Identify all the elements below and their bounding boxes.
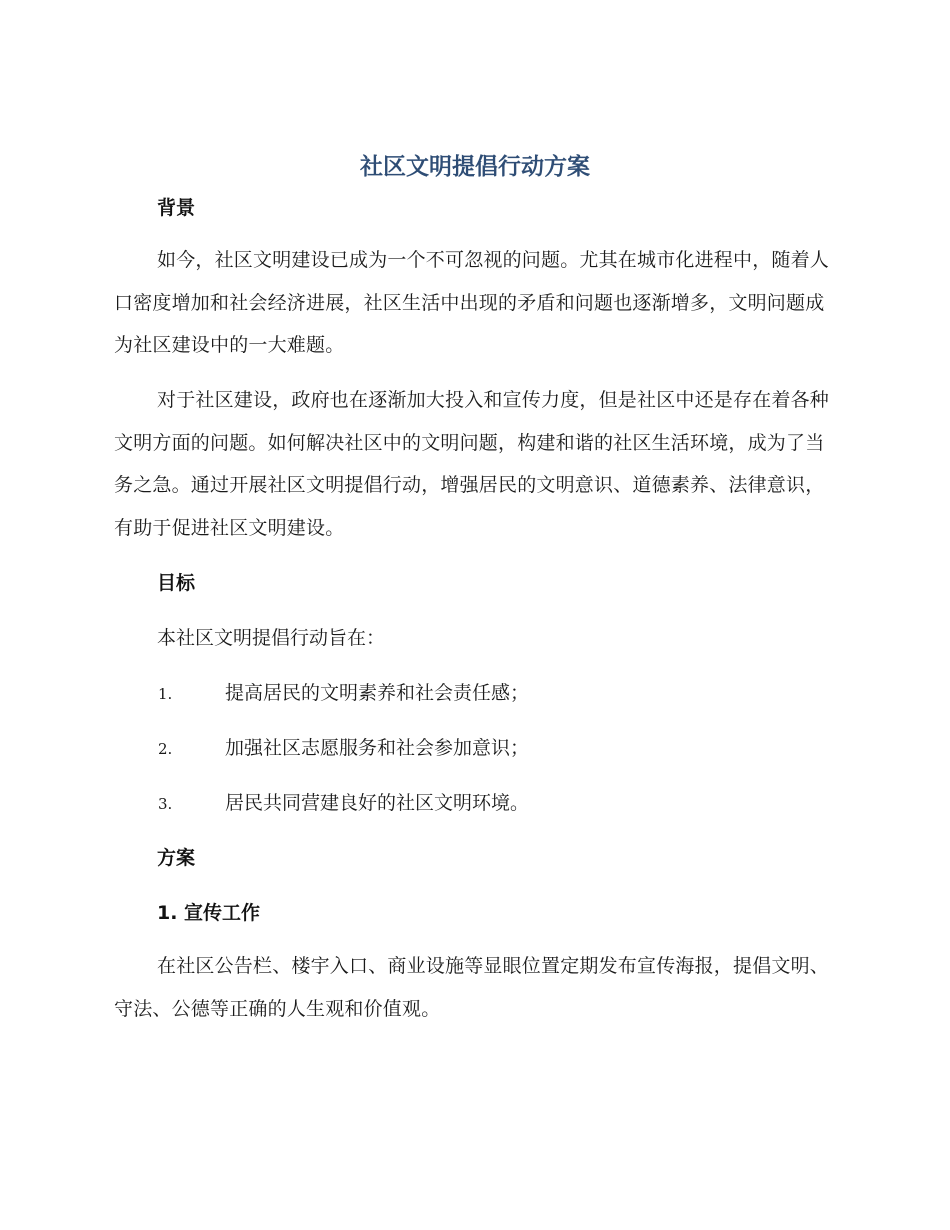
- list-item-text: 居民共同营建良好的社区文明环境。: [225, 792, 530, 814]
- goal-intro: 本社区文明提倡行动旨在：: [157, 627, 386, 649]
- goal-list-item: [158, 788, 529, 815]
- background-paragraph-1: 如今，社区文明建设已成为一个不可忽视的问题。尤其在城市化进程中，随着人口密度增加和社会经济进展，社区生活中出现的矛盾和问题也逐渐增多，文明问题成为社区建设中的一大难题。: [114, 249, 830, 356]
- plan-paragraph: 在社区公告栏、楼宇入口、商业设施等显眼位置定期发布宣传海报，提倡文明、守法、公德等正确的人生观和价值观。: [114, 955, 830, 1020]
- list-item-text: 加强社区志愿服务和社会参加意识；: [225, 737, 530, 759]
- section-heading-goal: 目标: [157, 572, 196, 594]
- list-number: 1.: [158, 685, 173, 703]
- plan-subheading-publicity: 1. 宣传工作: [157, 902, 261, 924]
- section-heading-background: 背景: [157, 197, 196, 219]
- list-number: 2.: [158, 740, 173, 758]
- list-number: 3.: [158, 795, 173, 813]
- section-heading-plan: 方案: [157, 847, 196, 869]
- goal-list-item: [158, 733, 529, 760]
- list-item-text: 提高居民的文明素养和社会责任感；: [225, 682, 530, 704]
- document-title: 社区文明提倡行动方案: [360, 154, 590, 180]
- goal-list-item: [158, 678, 529, 705]
- background-paragraph-2: 对于社区建设，政府也在逐渐加大投入和宣传力度，但是社区中还是存在着各种文明方面的问题。如何解决社区中的文明问题，构建和谐的社区生活环境，成为了当务之急。通过开展社区文明提倡行动，增强居民的文明意识、道德素养、法律意识，有助于促进社区文明建设。: [114, 389, 830, 539]
